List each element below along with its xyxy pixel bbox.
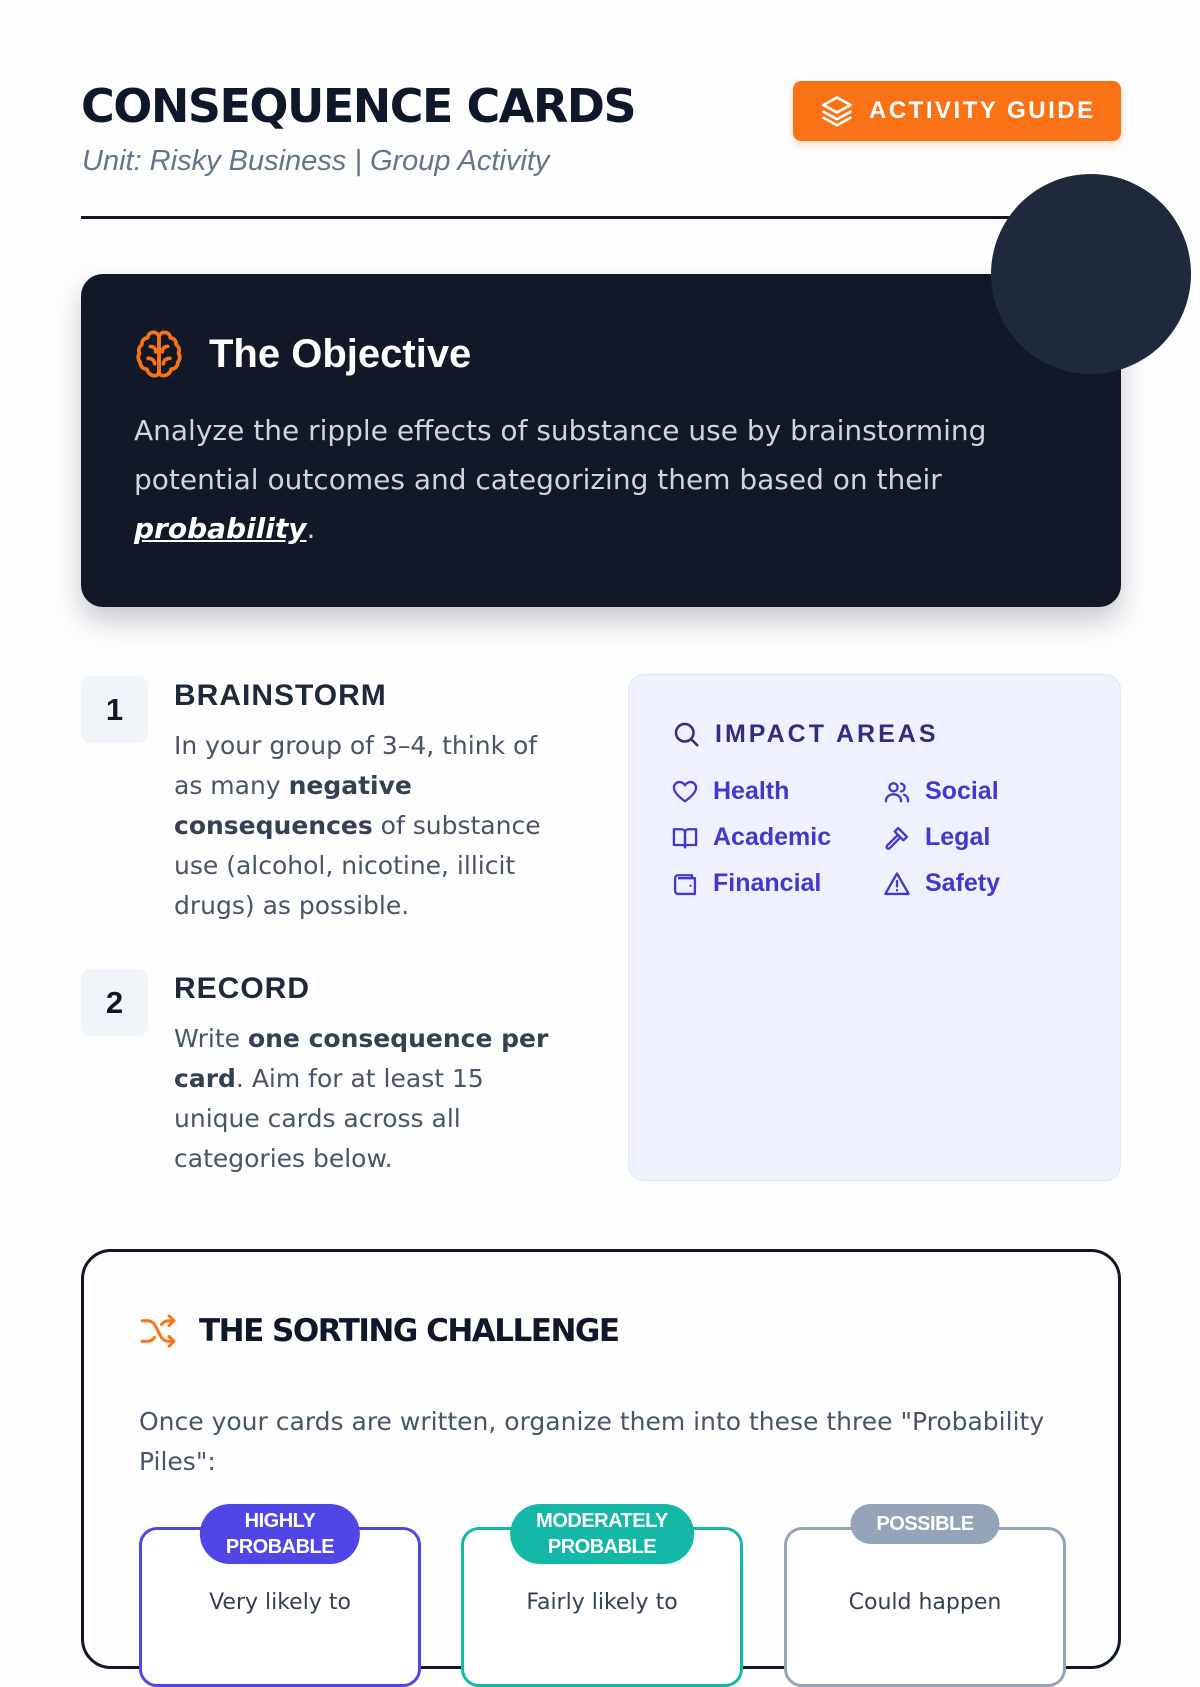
- impact-item-legal: [883, 823, 990, 852]
- step-record: [81, 969, 571, 1209]
- sorting-header: [139, 1312, 619, 1350]
- pile-tag: MODERATELY PROBABLE: [510, 1504, 694, 1564]
- page-subtitle: Unit: Risky Business | Group Activity: [82, 145, 550, 177]
- impact-item-label: Social: [925, 777, 999, 805]
- activity-guide-label: ACTIVITY GUIDE: [869, 97, 1096, 124]
- pile-moderately-probable: [461, 1510, 743, 1687]
- page-header: [81, 78, 1121, 218]
- step-text: [174, 1019, 569, 1179]
- objective-emphasis: probability: [134, 512, 307, 545]
- search-icon: [671, 719, 701, 749]
- impact-areas-panel: [628, 674, 1121, 1181]
- decorative-circle: [991, 174, 1191, 374]
- step-text-part: In your group of 3–4, think of as many: [174, 731, 538, 800]
- objective-text-end: .: [306, 512, 316, 545]
- step-title: RECORD: [174, 972, 311, 1005]
- pile-possible: [784, 1513, 1066, 1687]
- warning-icon: [883, 870, 911, 898]
- objective-title: The Objective: [209, 332, 472, 376]
- objective-text: [134, 406, 1034, 553]
- impact-title: IMPACT AREAS: [715, 719, 939, 748]
- step-number: 2: [81, 969, 148, 1036]
- impact-item-safety: [883, 869, 1000, 898]
- impact-item-label: Health: [713, 777, 790, 805]
- step-text-bold: negative consequences: [174, 771, 412, 840]
- impact-item-social: [883, 777, 999, 806]
- step-text-part: Write: [174, 1024, 248, 1053]
- sorting-challenge-card: [81, 1249, 1121, 1669]
- objective-card: [81, 274, 1121, 607]
- activity-guide-button[interactable]: [793, 81, 1121, 141]
- impact-item-label: Financial: [713, 869, 822, 897]
- pile-description: Very likely to: [209, 1590, 351, 1615]
- pile-description: Fairly likely to: [526, 1590, 678, 1615]
- sorting-title: THE SORTING CHALLENGE: [199, 1313, 619, 1349]
- impact-item-label: Academic: [713, 823, 832, 851]
- wallet-icon: [671, 870, 699, 898]
- step-brainstorm: [81, 676, 571, 936]
- impact-item-academic: [671, 823, 831, 852]
- pile-tag: POSSIBLE: [850, 1504, 999, 1544]
- objective-text-main: Analyze the ripple effects of substance use by brainstorming potential outcomes and categorizing them based on their: [134, 414, 987, 496]
- users-icon: [883, 778, 911, 806]
- pile-tag: HIGHLY PROBABLE: [200, 1504, 360, 1564]
- shuffle-icon: [139, 1312, 177, 1350]
- gavel-icon: [883, 824, 911, 852]
- brain-icon: [133, 328, 185, 380]
- step-title: BRAINSTORM: [174, 679, 387, 712]
- layers-icon: [819, 93, 855, 129]
- heart-icon: [671, 778, 699, 806]
- step-text-part: of substance use (alcohol, nicotine, illicit drugs) as possible.: [174, 811, 541, 920]
- pile-highly-probable: [139, 1510, 421, 1687]
- page-title: CONSEQUENCE CARDS: [81, 79, 636, 133]
- book-icon: [671, 824, 699, 852]
- impact-item-health: [671, 777, 789, 806]
- step-text-part: . Aim for at least 15 unique cards across all categories below.: [174, 1064, 484, 1173]
- step-text-bold: one consequence per card: [174, 1024, 549, 1093]
- sorting-text: Once your cards are written, organize them into these three "Probability Piles":: [139, 1407, 1045, 1476]
- impact-item-label: Legal: [925, 823, 991, 851]
- impact-header: [671, 719, 939, 749]
- step-text: [174, 726, 569, 926]
- impact-item-label: Safety: [925, 869, 1001, 897]
- step-number: 1: [81, 676, 148, 743]
- header-divider: [81, 216, 1121, 219]
- pile-description: Could happen: [848, 1590, 1002, 1615]
- impact-item-financial: [671, 869, 821, 898]
